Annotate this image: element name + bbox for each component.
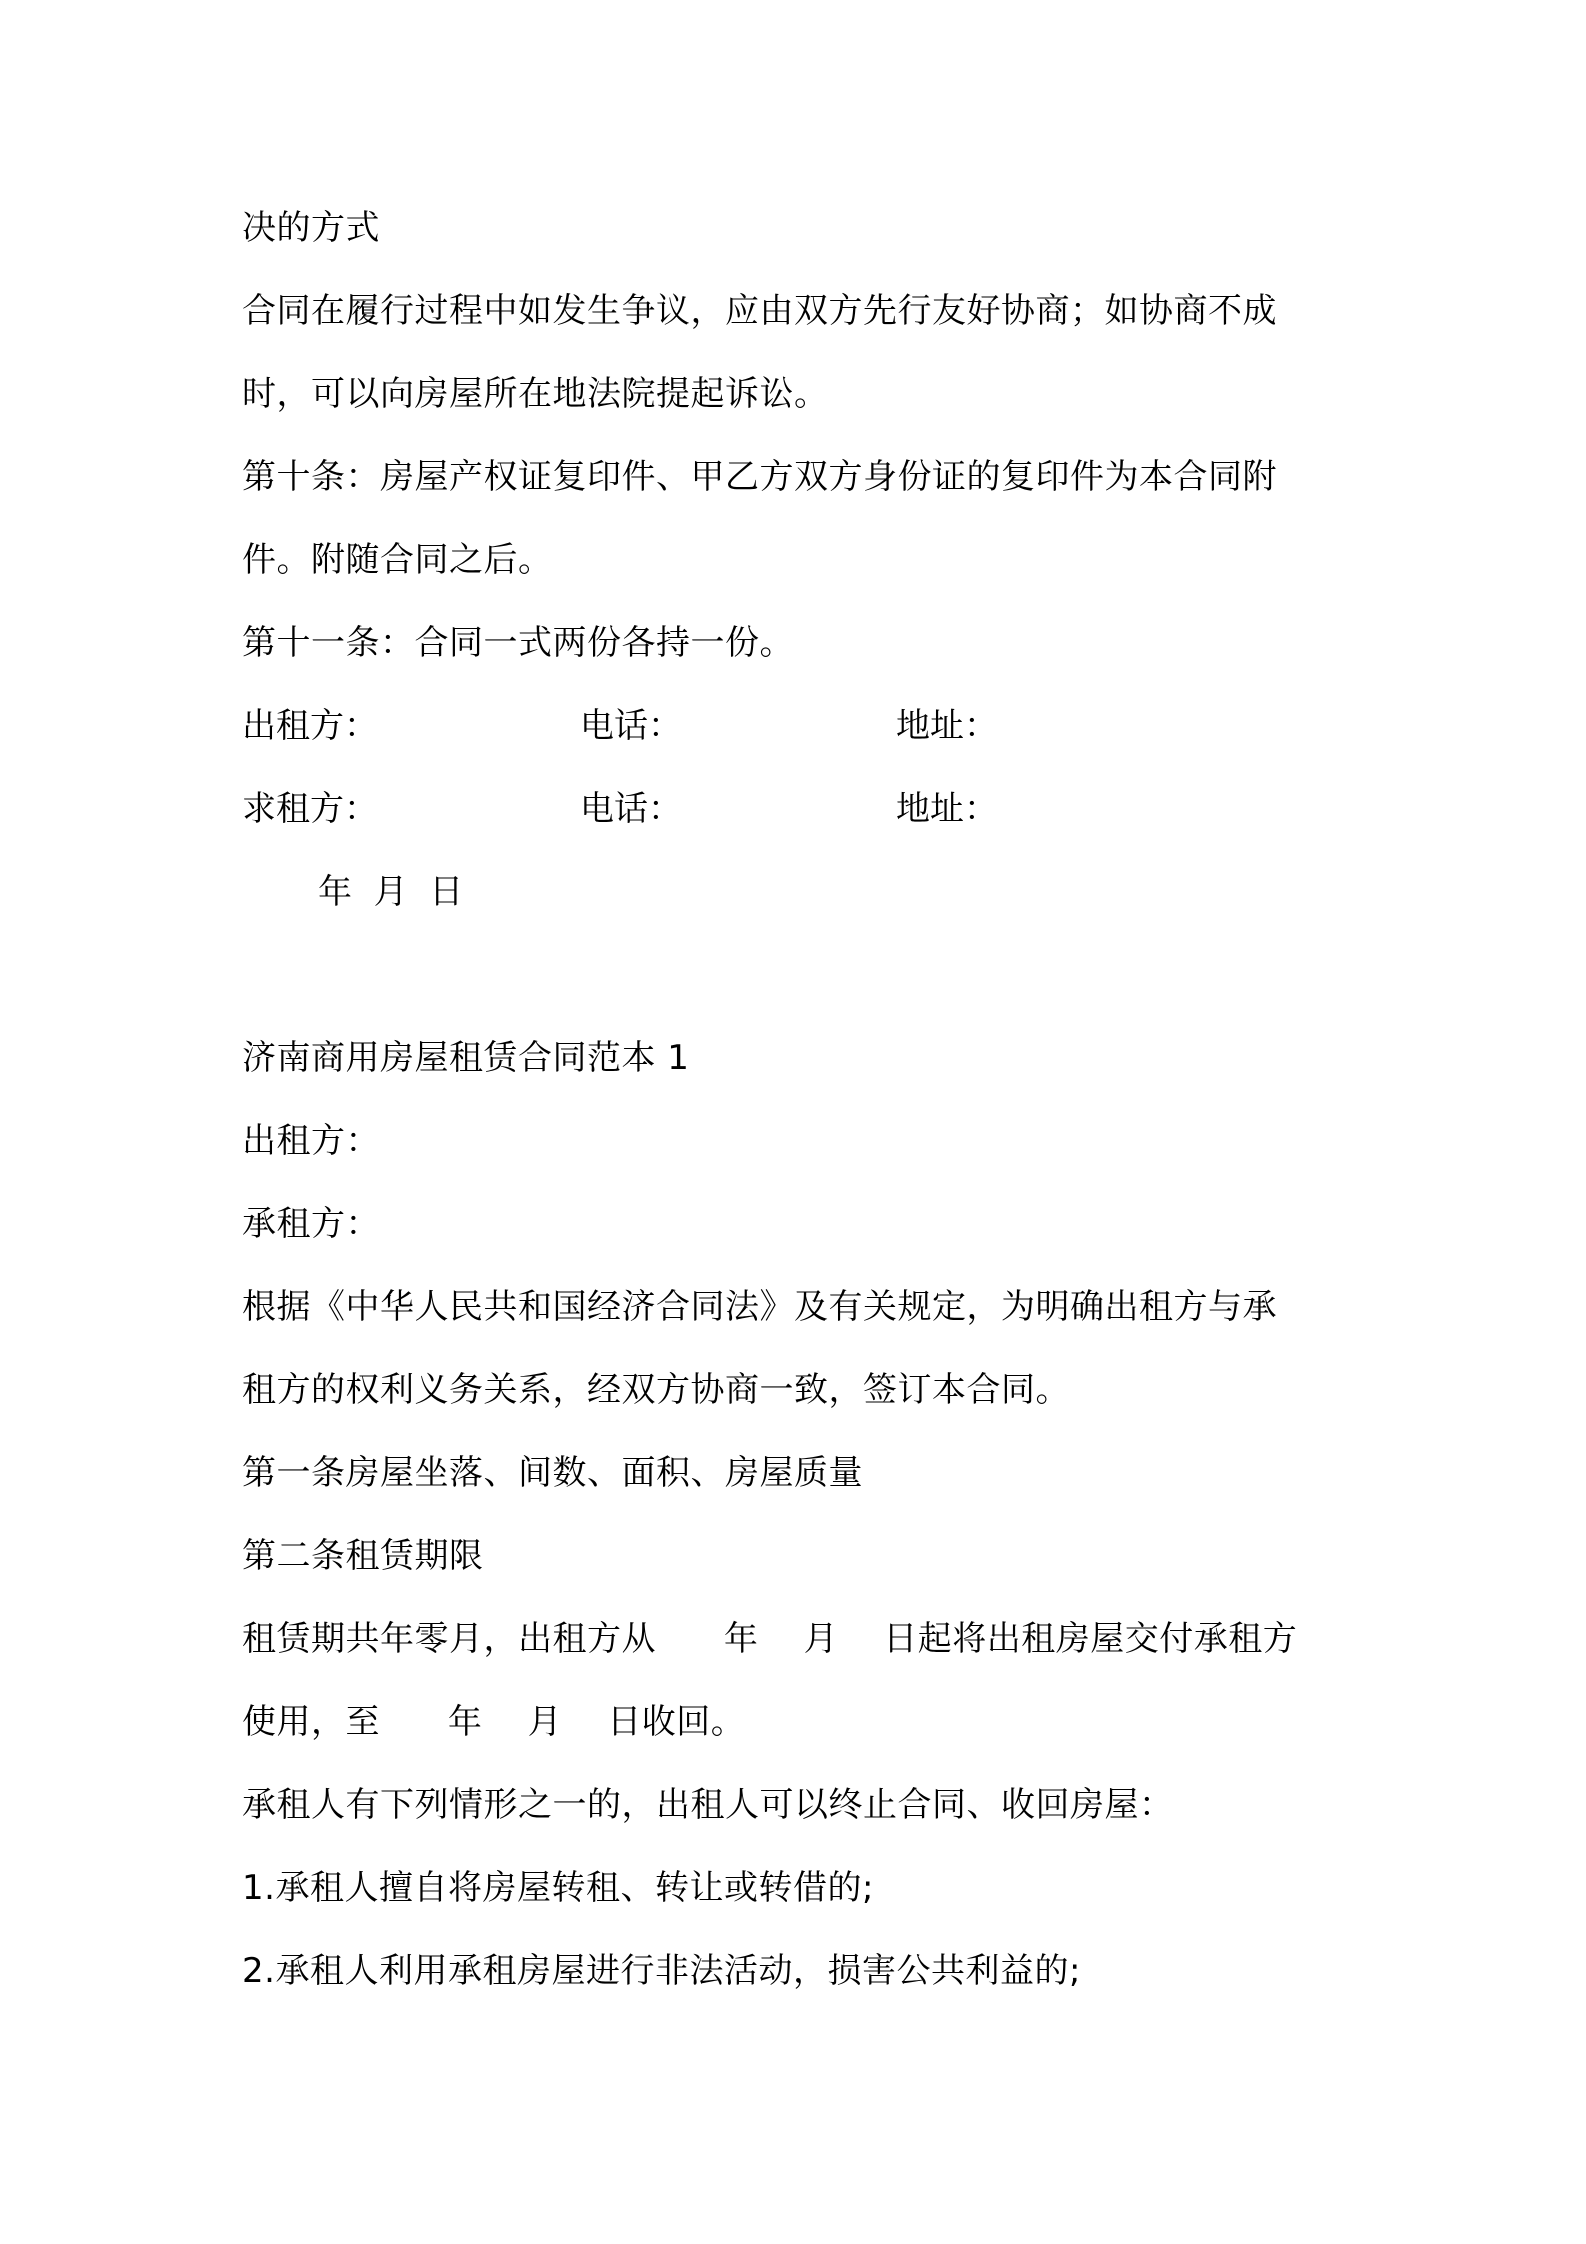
termination-item-1: 1.承租人擅自将房屋转租、转让或转借的;	[242, 1868, 874, 1908]
heading-continuation: 决的方式	[242, 208, 380, 248]
termination-intro: 承租人有下列情形之一的，出租人可以终止合同、收回房屋：	[242, 1785, 1174, 1825]
contract-title: 济南商用房屋租赁合同范本 1	[242, 1038, 690, 1078]
signature-lessor-label: 出租方：	[242, 706, 378, 746]
dispute-clause-line-1: 合同在履行过程中如发生争议，应由双方先行友好协商；如协商不成	[242, 291, 1277, 331]
signature-tenant-phone-label: 电话：	[580, 789, 682, 829]
article-11: 第十一条：合同一式两份各持一份。	[242, 623, 794, 663]
lease-term-line-2: 使用，至 年 月 日收回。	[242, 1702, 746, 1742]
lessee-label: 承租方：	[242, 1204, 380, 1244]
signature-lessor-phone-label: 电话：	[580, 706, 682, 746]
article-2: 第二条租赁期限	[242, 1536, 484, 1576]
article-1: 第一条房屋坐落、间数、面积、房屋质量	[242, 1453, 863, 1493]
article-10-line-2: 件。附随合同之后。	[242, 540, 553, 580]
signature-lessor-address-label: 地址：	[896, 706, 998, 746]
termination-item-2: 2.承租人利用承租房屋进行非法活动，损害公共利益的;	[242, 1951, 1081, 1991]
article-10-line-1: 第十条：房屋产权证复印件、甲乙方双方身份证的复印件为本合同附	[242, 457, 1277, 497]
intro-line-1: 根据《中华人民共和国经济合同法》及有关规定，为明确出租方与承	[242, 1287, 1277, 1327]
lease-term-line-1: 租赁期共年零月，出租方从 年 月 日起将出租房屋交付承租方	[242, 1619, 1298, 1659]
lessor-label: 出租方：	[242, 1121, 380, 1161]
dispute-clause-line-2: 时，可以向房屋所在地法院提起诉讼。	[242, 374, 829, 414]
signature-date: 年 月 日	[318, 872, 464, 912]
signature-tenant-label: 求租方：	[242, 789, 378, 829]
signature-tenant-address-label: 地址：	[896, 789, 998, 829]
intro-line-2: 租方的权利义务关系，经双方协商一致，签订本合同。	[242, 1370, 1070, 1410]
